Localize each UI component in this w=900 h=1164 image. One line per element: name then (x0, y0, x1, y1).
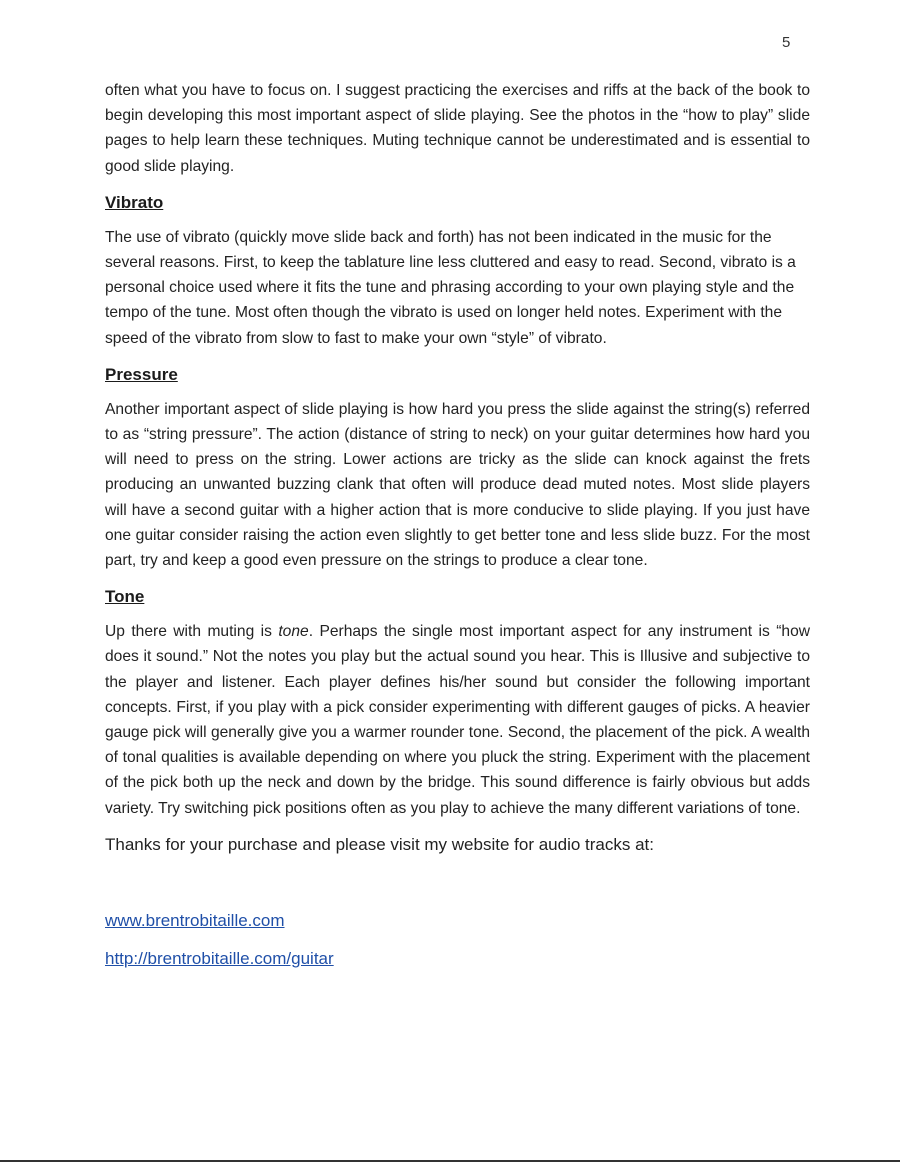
thanks-message: Thanks for your purchase and please visit my website for audio tracks at: (105, 834, 654, 854)
tone-body-text: . Perhaps the single most important aspect for any instrument is “how does it sound.” Not the notes you play but the actual sound you hear. This is Illusive and subjective to the player and listener. Each player defines his/her sound but consider the following important concepts. First, if you play with a pick consider experimenting with different gauges of picks. A heavier gauge pick will generally give you a warmer rounder tone. Second, the placement of the pick. A wealth of tonal qualities is available depending on where you pluck the string. Experiment with the placement of the pick both up the neck and down by the bridge. This sound difference is fairly obvious but adds variety. Try switching pick positions often as you play to achieve the many different variations of tone. (105, 623, 810, 817)
intro-paragraph: often what you have to focus on. I suggest practicing the exercises and riffs at the back of the book to begin developing this most important aspect of slide playing. See the photos in the “how to play” slide pages to help learn these techniques. Muting technique cannot be underestimated and is essential to good slide playing. (105, 82, 810, 175)
tone-heading: Tone (105, 587, 145, 607)
guitar-page-link[interactable]: http://brentrobitaille.com/guitar (105, 948, 334, 968)
vibrato-heading: Vibrato (105, 192, 164, 212)
website-link[interactable]: www.brentrobitaille.com (105, 910, 285, 930)
pressure-heading: Pressure (105, 364, 178, 384)
vibrato-paragraph: The use of vibrato (quickly move slide back and forth) has not been indicated in the music for the several reasons. First, to keep the tablature line less cluttered and easy to read. Second, vibrato is a personal choice used where it fits the tune and phrasing according to your own playing style and the tempo of the tune. Most often though the vibrato is used on longer held notes. Experiment with the speed of the vibrato from slow to fast to make your own “style” of vibrato. (105, 228, 796, 347)
page-bottom-border (0, 1160, 900, 1162)
pressure-paragraph: Another important aspect of slide playing is how hard you press the slide against the string(s) referred to as “string pressure”. The action (distance of string to neck) on your guitar determines how hard you will need to press on the string. Lower actions are tricky as the slide can knock against the frets producing an unwanted buzzing clank that often will produce dead muted notes. Most slide players will have a second guitar with a higher action that is more conducive to slide playing. If you just have one guitar consider raising the action even slightly to get better tone and less slide buzz. For the most part, try and keep a good even pressure on the strings to produce a clear tone. (105, 400, 810, 570)
tone-paragraph (105, 619, 810, 821)
tone-emphasis: tone (278, 623, 309, 641)
page-content (105, 78, 810, 985)
tone-lead-text: Up there with muting is (105, 623, 279, 641)
page-number: 5 (782, 34, 791, 51)
website-links (105, 909, 810, 971)
